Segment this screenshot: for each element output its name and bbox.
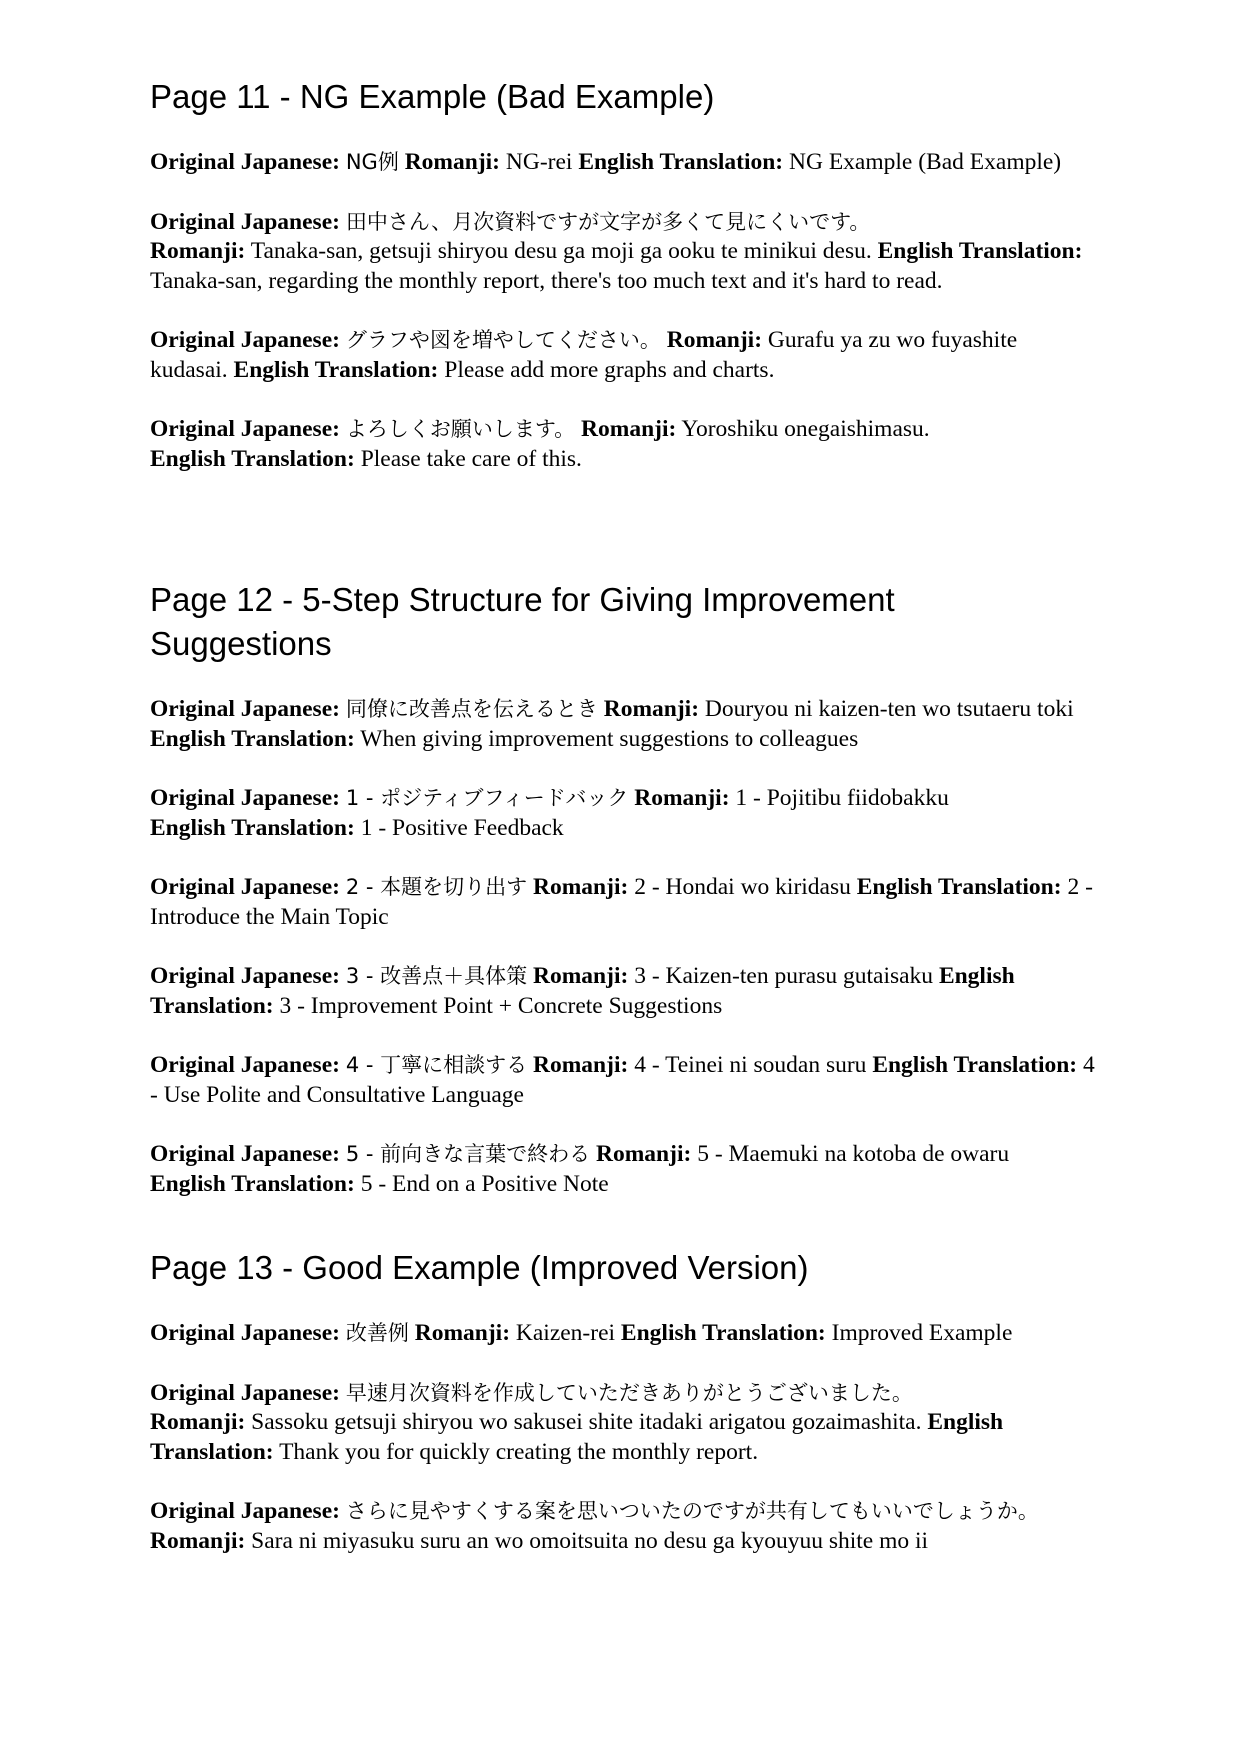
entry (150, 415, 1100, 474)
entry (150, 148, 1100, 178)
romanji-label: Romanji: (596, 1141, 692, 1167)
english-label: English Translation: (233, 356, 439, 383)
romanji-label: Romanji: (533, 963, 629, 989)
japanese-text: 4 - 丁寧に相談する (345, 1053, 528, 1077)
entry (150, 695, 1100, 754)
japanese-label: Original Japanese: (150, 696, 340, 722)
japanese-text: グラフや図を増やしてください。 (345, 328, 661, 352)
english-text: Please take care of this. (360, 445, 582, 472)
romanji-label: Romanji: (533, 874, 629, 900)
entry (150, 784, 1100, 843)
english-label: English Translation: (877, 238, 1083, 264)
romanji-label: Romanji: (150, 1527, 246, 1554)
japanese-label: Original Japanese: (150, 963, 340, 989)
entry (150, 873, 1100, 932)
romanji-label: Romanji: (414, 1320, 511, 1346)
entry (150, 208, 1100, 297)
romanji-text: Kaizen-rei (515, 1320, 616, 1346)
entry (150, 1379, 1100, 1468)
entry (150, 962, 1100, 1021)
romanji-text: Tanaka-san, getsuji shiryou desu ga moji ga ooku te minikui desu. (250, 238, 872, 264)
japanese-text: 5 - 前向きな言葉で終わる (345, 1142, 591, 1166)
entry (150, 1319, 1100, 1349)
romanji-text: 2 - Hondai wo kiridasu (634, 874, 851, 900)
english-text: Please add more graphs and charts. (444, 356, 775, 383)
japanese-text: 同僚に改善点を伝えるとき (345, 697, 598, 721)
japanese-text: 田中さん、月次資料ですが文字が多くて見にくいです。 (345, 209, 871, 234)
english-label: English Translation: (150, 963, 1015, 1019)
english-text: Tanaka-san, regarding the monthly report, there's too much text and it's hard to read. (150, 267, 943, 294)
japanese-label: Original Japanese: (150, 1379, 340, 1406)
english-label: English Translation: (872, 1052, 1078, 1078)
romanji-text: 1 - Pojitibu fiidobakku (735, 785, 949, 811)
japanese-text: 改善例 (345, 1321, 409, 1345)
english-text: 1 - Positive Feedback (360, 814, 564, 841)
entry (150, 1497, 1100, 1556)
japanese-label: Original Japanese: (150, 1052, 340, 1078)
romanji-text: Douryou ni kaizen-ten wo tsutaeru toki (704, 696, 1074, 722)
japanese-text: 2 - 本題を切り出す (345, 875, 528, 899)
romanji-text: Sara ni miyasuku suru an wo omoitsuita no desu ga kyouyuu shite mo ii (251, 1527, 929, 1554)
english-label: English Translation: (150, 445, 355, 472)
english-text: When giving improvement suggestions to colleagues (360, 725, 859, 752)
english-label: English Translation: (150, 725, 355, 752)
romanji-text: 5 - Maemuki na kotoba de owaru (697, 1141, 1010, 1167)
section-page-12 (150, 578, 1100, 1199)
english-text: 5 - End on a Positive Note (360, 1170, 609, 1197)
japanese-label: Original Japanese: (150, 327, 340, 353)
english-text: Improved Example (831, 1320, 1013, 1346)
section-heading: Page 11 - NG Example (Bad Example) (150, 78, 715, 115)
english-text: Thank you for quickly creating the monthly report. (279, 1438, 759, 1465)
romanji-text: Sassoku getsuji shiryou wo sakusei shite itadaki arigatou gozaimashita. (251, 1409, 922, 1435)
section-body (150, 695, 1100, 1199)
japanese-label: Original Japanese: (150, 149, 340, 175)
english-text: 2 - Introduce the Main Topic (150, 874, 1093, 930)
japanese-label: Original Japanese: (150, 1141, 340, 1167)
romanji-label: Romanji: (533, 1052, 629, 1078)
entry (150, 1051, 1100, 1110)
english-label: English Translation: (150, 814, 355, 841)
romanji-label: Romanji: (581, 416, 677, 442)
english-label: English Translation: (578, 149, 784, 175)
english-text: 4 - Use Polite and Consultative Language (150, 1052, 1095, 1108)
japanese-text: NG例 (345, 150, 399, 174)
japanese-text: 3 - 改善点＋具体策 (345, 964, 528, 988)
romanji-label: Romanji: (150, 238, 246, 264)
romanji-text: 4 - Teinei ni soudan suru (634, 1052, 867, 1078)
japanese-text: さらに見やすくする案を思いついたのですが共有してもいいでしょうか。 (345, 1499, 1039, 1523)
japanese-text: 1 - ポジティブフィードバック (345, 786, 629, 810)
romanji-text: Gurafu ya zu wo fuyashite kudasai. (150, 327, 1018, 383)
japanese-text: 早速月次資料を作成していただきありがとうございました。 (345, 1380, 913, 1405)
entry (150, 326, 1100, 385)
section-body (150, 148, 1100, 474)
japanese-label: Original Japanese: (150, 208, 340, 235)
entry (150, 1140, 1100, 1199)
romanji-label: Romanji: (150, 1409, 246, 1435)
japanese-label: Original Japanese: (150, 874, 340, 900)
japanese-label: Original Japanese: (150, 1498, 340, 1524)
english-label: English Translation: (150, 1409, 1004, 1465)
romanji-label: Romanji: (603, 696, 700, 722)
romanji-text: NG-rei (505, 149, 573, 175)
romanji-label: Romanji: (666, 327, 763, 353)
english-text: 3 - Improvement Point + Concrete Suggestions (279, 992, 723, 1019)
japanese-label: Original Japanese: (150, 785, 340, 811)
japanese-label: Original Japanese: (150, 416, 340, 442)
section-page-13 (150, 1246, 1100, 1556)
section-heading: Page 12 - 5-Step Structure for Giving Improvement Suggestions (150, 581, 895, 662)
japanese-text: よろしくお願いします。 (345, 417, 576, 441)
english-label: English Translation: (856, 874, 1062, 900)
section-body (150, 1319, 1100, 1556)
romanji-label: Romanji: (634, 785, 730, 811)
section-page-11 (150, 75, 1100, 474)
english-label: English Translation: (150, 1170, 355, 1197)
romanji-label: Romanji: (404, 149, 500, 175)
romanji-text: Yoroshiku onegaishimasu. (681, 416, 930, 442)
english-text: NG Example (Bad Example) (789, 149, 1062, 175)
section-heading: Page 13 - Good Example (Improved Version) (150, 1249, 809, 1286)
english-label: English Translation: (620, 1320, 826, 1346)
romanji-text: 3 - Kaizen-ten purasu gutaisaku (634, 963, 934, 989)
japanese-label: Original Japanese: (150, 1320, 340, 1346)
